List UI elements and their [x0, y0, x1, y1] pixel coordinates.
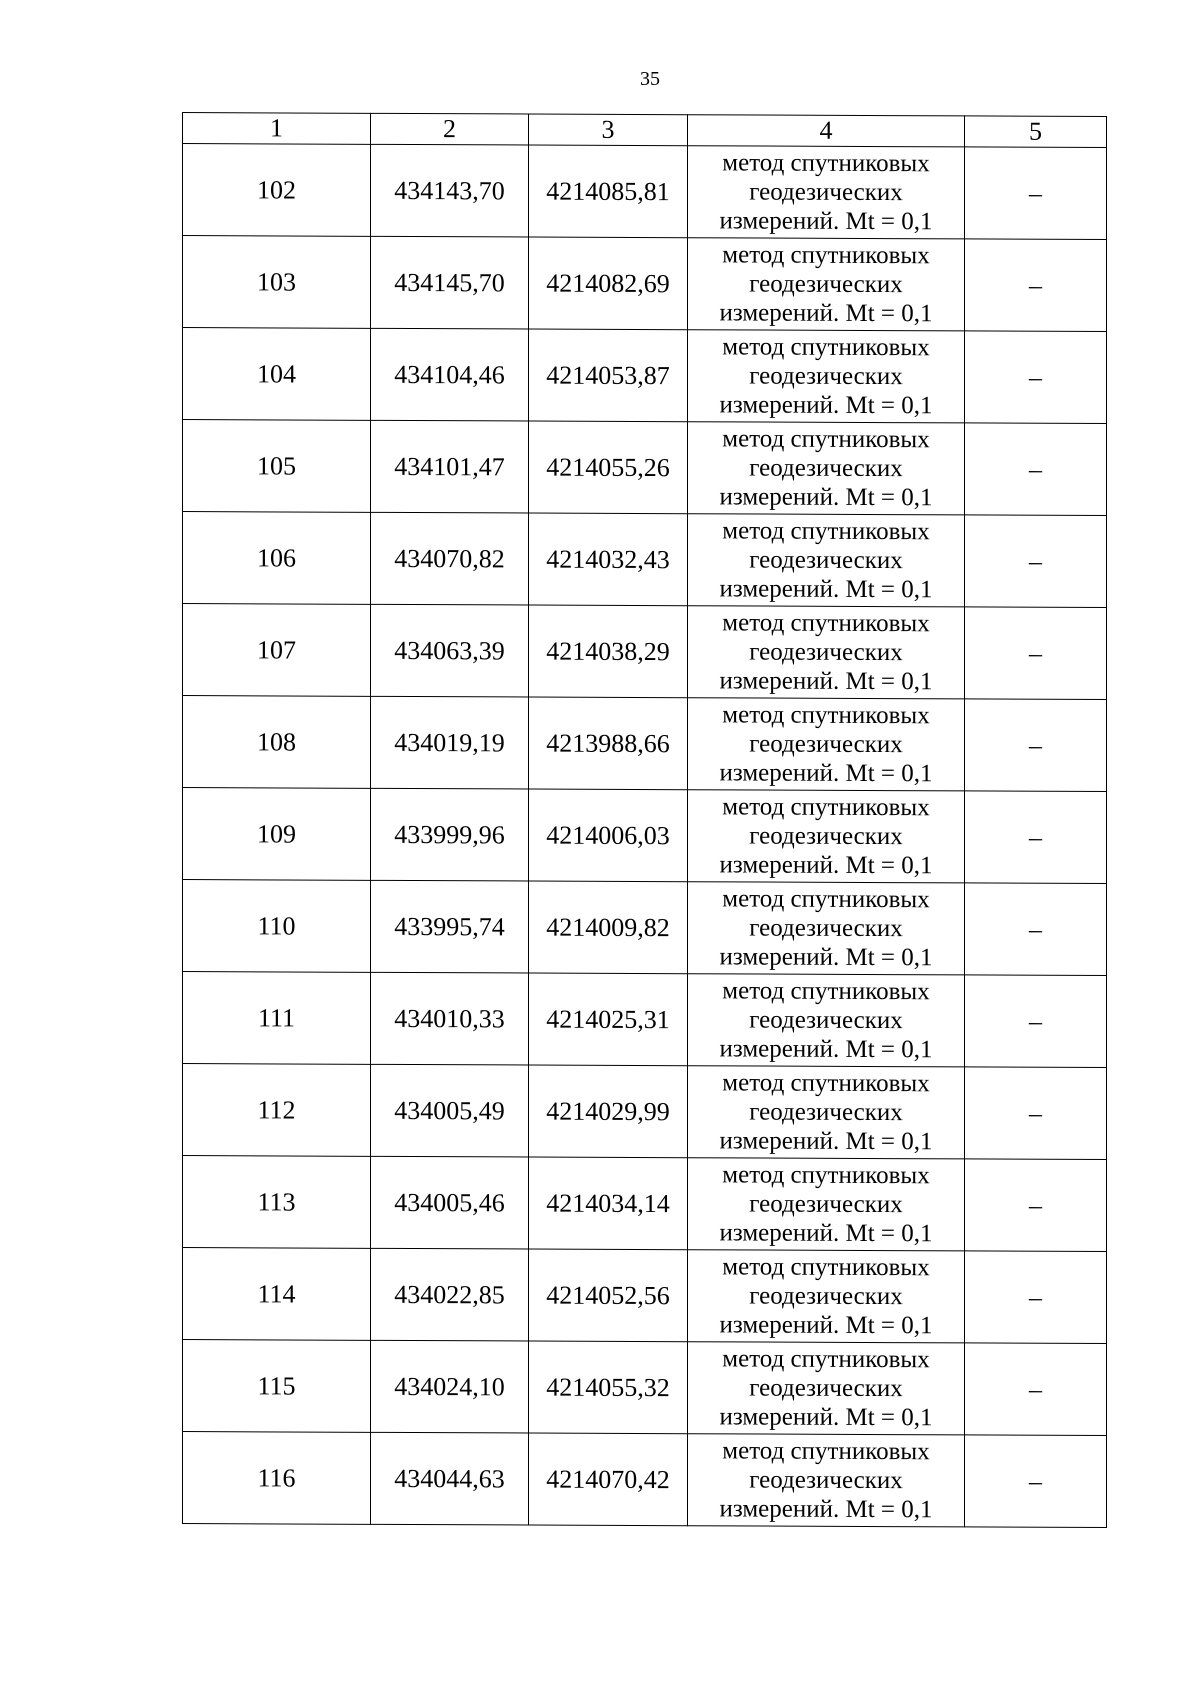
method-line: метод спутниковых	[722, 609, 930, 638]
point-number-cell: 115	[183, 1340, 371, 1433]
method-line: метод спутниковых	[722, 333, 930, 362]
table-row	[183, 696, 1107, 792]
y-coordinate-cell: 4214029,99	[529, 1065, 688, 1158]
method-cell	[688, 1066, 965, 1159]
x-coordinate-cell: 434005,46	[371, 1156, 529, 1249]
method-line: геодезических	[749, 1098, 903, 1127]
y-coordinate-cell: 4214032,43	[529, 513, 688, 606]
x-coordinate-cell: 434145,70	[371, 236, 529, 329]
note-cell: –	[965, 699, 1107, 792]
method-cell	[688, 1250, 965, 1343]
note-cell: –	[965, 1251, 1107, 1344]
method-line: геодезических	[749, 1006, 903, 1035]
method-line: геодезических	[749, 546, 903, 575]
method-line: метод спутниковых	[722, 793, 930, 822]
y-coordinate-cell: 4214082,69	[529, 237, 688, 330]
x-coordinate-cell: 434104,46	[371, 328, 529, 421]
method-line: измерений. Mt = 0,1	[719, 1403, 933, 1432]
table-row	[183, 512, 1107, 608]
method-line: геодезических	[749, 1282, 903, 1311]
note-cell: –	[965, 607, 1107, 700]
table-row	[183, 236, 1107, 332]
method-line: измерений. Mt = 0,1	[719, 943, 933, 972]
table-row	[183, 328, 1107, 424]
method-line: геодезических	[749, 822, 903, 851]
method-line: метод спутниковых	[722, 149, 930, 178]
x-coordinate-cell: 434019,19	[371, 696, 529, 789]
header-col-3: 3	[529, 114, 688, 146]
table-row	[183, 144, 1107, 240]
table-row	[183, 604, 1107, 700]
method-line: измерений. Mt = 0,1	[719, 1035, 933, 1064]
table-row	[183, 420, 1107, 516]
method-line: метод спутниковых	[722, 1253, 930, 1282]
header-col-4: 4	[688, 115, 965, 147]
y-coordinate-cell: 4214025,31	[529, 973, 688, 1066]
point-number-cell: 116	[183, 1432, 371, 1525]
method-line: геодезических	[749, 638, 903, 667]
method-line: геодезических	[749, 730, 903, 759]
method-line: метод спутниковых	[722, 1345, 930, 1374]
x-coordinate-cell: 434044,63	[371, 1432, 529, 1525]
table-row	[183, 1064, 1107, 1160]
method-line: геодезических	[749, 454, 903, 483]
method-cell	[688, 422, 965, 515]
method-cell	[688, 974, 965, 1067]
note-cell: –	[965, 423, 1107, 516]
note-cell: –	[965, 883, 1107, 976]
point-number-cell: 108	[183, 696, 371, 789]
x-coordinate-cell: 433999,96	[371, 788, 529, 881]
method-cell	[688, 146, 965, 239]
method-line: метод спутниковых	[722, 1161, 930, 1190]
method-line: измерений. Mt = 0,1	[719, 759, 933, 788]
point-number-cell: 109	[183, 788, 371, 881]
method-line: измерений. Mt = 0,1	[719, 391, 933, 420]
y-coordinate-cell: 4214055,32	[529, 1341, 688, 1434]
table-row	[183, 1156, 1107, 1252]
method-cell	[688, 1342, 965, 1435]
method-line: измерений. Mt = 0,1	[719, 851, 933, 880]
header-col-1: 1	[183, 113, 371, 145]
method-line: измерений. Mt = 0,1	[719, 1127, 933, 1156]
method-line: геодезических	[749, 914, 903, 943]
method-line: измерений. Mt = 0,1	[719, 1311, 933, 1340]
method-cell	[688, 606, 965, 699]
table-body	[183, 144, 1107, 1528]
table-row	[183, 788, 1107, 884]
y-coordinate-cell: 4214085,81	[529, 145, 688, 238]
method-cell	[688, 882, 965, 975]
y-coordinate-cell: 4214038,29	[529, 605, 688, 698]
x-coordinate-cell: 434005,49	[371, 1064, 529, 1157]
x-coordinate-cell: 434063,39	[371, 604, 529, 697]
note-cell: –	[965, 1067, 1107, 1160]
table-header-row	[183, 113, 1107, 148]
point-number-cell: 114	[183, 1248, 371, 1341]
table-row	[183, 1432, 1107, 1528]
note-cell: –	[965, 515, 1107, 608]
coordinates-table	[182, 112, 1107, 1528]
note-cell: –	[965, 1435, 1107, 1528]
method-line: метод спутниковых	[722, 425, 930, 454]
x-coordinate-cell: 434024,10	[371, 1340, 529, 1433]
x-coordinate-cell: 434101,47	[371, 420, 529, 513]
point-number-cell: 105	[183, 420, 371, 513]
method-line: метод спутниковых	[722, 517, 930, 546]
point-number-cell: 111	[183, 972, 371, 1065]
y-coordinate-cell: 4214070,42	[529, 1433, 688, 1526]
note-cell: –	[965, 1343, 1107, 1436]
x-coordinate-cell: 434143,70	[371, 144, 529, 237]
method-line: измерений. Mt = 0,1	[719, 667, 933, 696]
method-line: геодезических	[749, 178, 903, 207]
point-number-cell: 104	[183, 328, 371, 421]
x-coordinate-cell: 434070,82	[371, 512, 529, 605]
note-cell: –	[965, 147, 1107, 240]
method-cell	[688, 330, 965, 423]
method-cell	[688, 698, 965, 791]
y-coordinate-cell: 4214052,56	[529, 1249, 688, 1342]
y-coordinate-cell: 4214053,87	[529, 329, 688, 422]
method-line: измерений. Mt = 0,1	[719, 207, 933, 236]
method-line: измерений. Mt = 0,1	[719, 299, 933, 328]
table-row	[183, 972, 1107, 1068]
method-line: измерений. Mt = 0,1	[719, 1495, 933, 1524]
header-col-5: 5	[965, 116, 1107, 148]
method-line: измерений. Mt = 0,1	[719, 483, 933, 512]
point-number-cell: 113	[183, 1156, 371, 1249]
method-cell	[688, 238, 965, 331]
table-row	[183, 1248, 1107, 1344]
x-coordinate-cell: 434022,85	[371, 1248, 529, 1341]
method-cell	[688, 1158, 965, 1251]
method-line: геодезических	[749, 270, 903, 299]
method-line: метод спутниковых	[722, 241, 930, 270]
method-line: геодезических	[749, 1190, 903, 1219]
note-cell: –	[965, 975, 1107, 1068]
method-line: геодезических	[749, 1466, 903, 1495]
method-cell	[688, 514, 965, 607]
y-coordinate-cell: 4214034,14	[529, 1157, 688, 1250]
method-line: метод спутниковых	[722, 1437, 930, 1466]
x-coordinate-cell: 434010,33	[371, 972, 529, 1065]
table-row	[183, 880, 1107, 976]
x-coordinate-cell: 433995,74	[371, 880, 529, 973]
point-number-cell: 107	[183, 604, 371, 697]
note-cell: –	[965, 331, 1107, 424]
method-cell	[688, 1434, 965, 1527]
header-col-2: 2	[371, 113, 529, 145]
method-line: метод спутниковых	[722, 977, 930, 1006]
method-line: измерений. Mt = 0,1	[719, 575, 933, 604]
method-cell	[688, 790, 965, 883]
note-cell: –	[965, 1159, 1107, 1252]
point-number-cell: 102	[183, 144, 371, 237]
note-cell: –	[965, 239, 1107, 332]
point-number-cell: 110	[183, 880, 371, 973]
method-line: метод спутниковых	[722, 1069, 930, 1098]
y-coordinate-cell: 4214055,26	[529, 421, 688, 514]
point-number-cell: 112	[183, 1064, 371, 1157]
point-number-cell: 106	[183, 512, 371, 605]
note-cell: –	[965, 791, 1107, 884]
y-coordinate-cell: 4214006,03	[529, 789, 688, 882]
method-line: измерений. Mt = 0,1	[719, 1219, 933, 1248]
y-coordinate-cell: 4213988,66	[529, 697, 688, 790]
method-line: геодезических	[749, 362, 903, 391]
y-coordinate-cell: 4214009,82	[529, 881, 688, 974]
point-number-cell: 103	[183, 236, 371, 329]
method-line: метод спутниковых	[722, 701, 930, 730]
table-row	[183, 1340, 1107, 1436]
method-line: метод спутниковых	[722, 885, 930, 914]
method-line: геодезических	[749, 1374, 903, 1403]
page-number: 35	[640, 68, 660, 90]
